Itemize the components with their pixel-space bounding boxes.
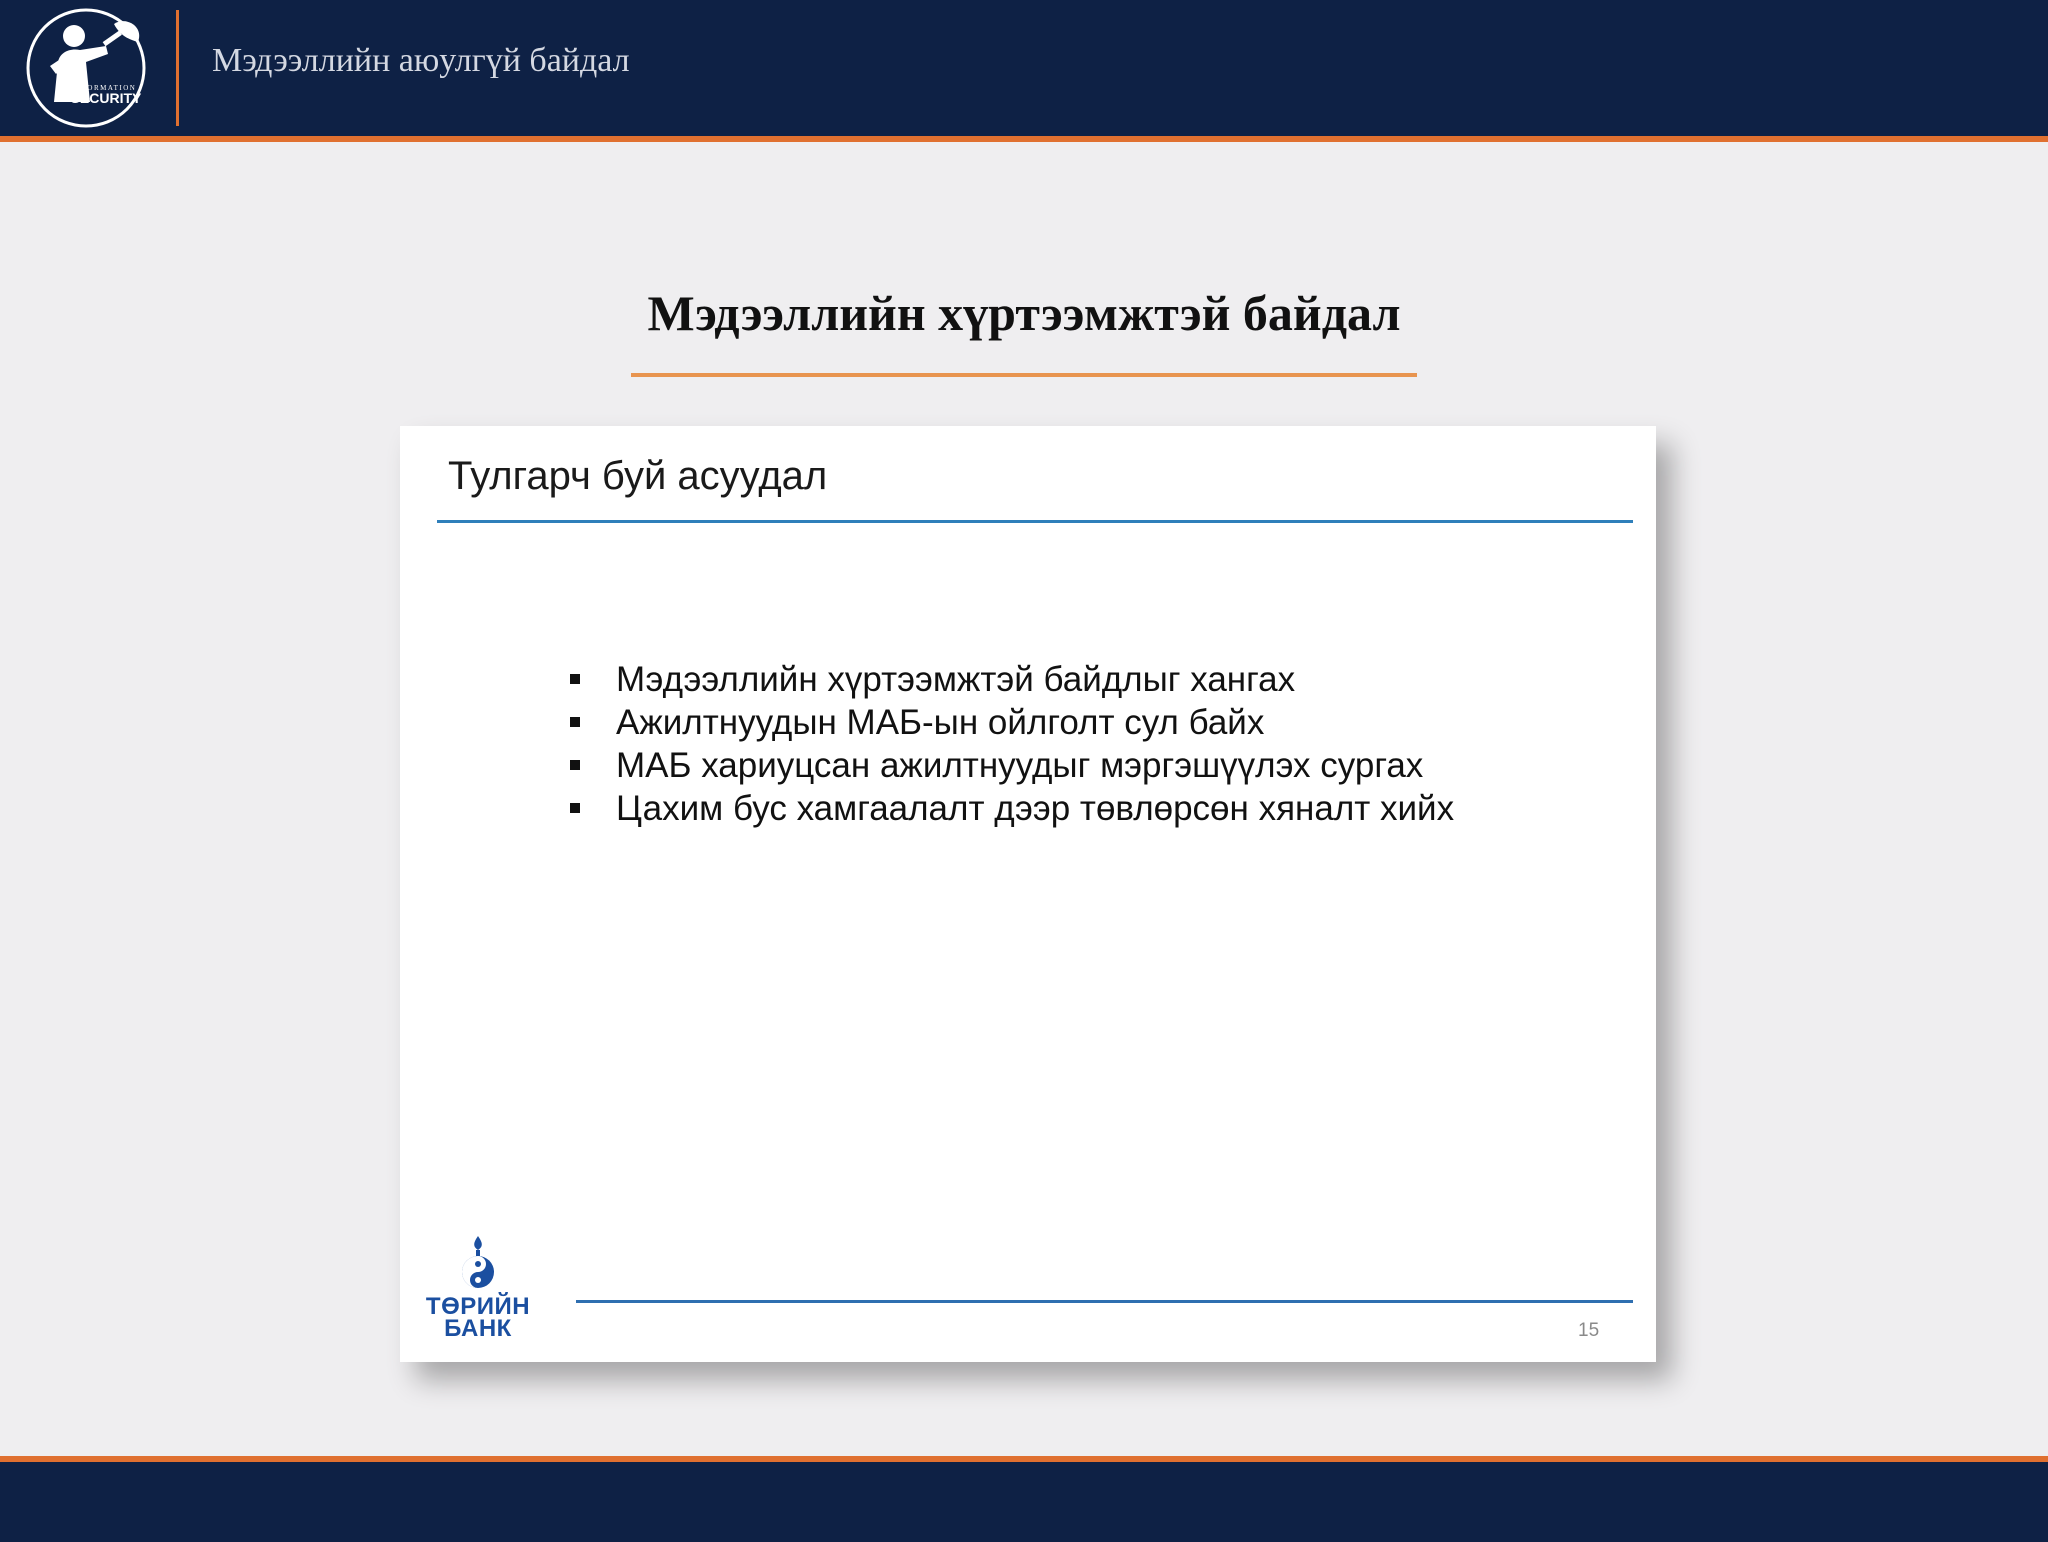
slide-heading: Тулгарч буй асуудал xyxy=(448,454,828,498)
logo-text-line2: SECURITY xyxy=(70,90,142,106)
list-item xyxy=(562,744,1454,787)
bullet-list xyxy=(562,658,1454,830)
logo-text-line1: INFORMATION xyxy=(71,84,137,92)
header-divider xyxy=(176,10,179,126)
bullet-text: Цахим бус хамгаалалт дээр төвлөрсөн хяналт хийх xyxy=(616,789,1455,828)
bullet-text: МАБ хариуцсан ажилтнуудыг мэргэшүүлэх сургах xyxy=(616,746,1424,785)
list-item xyxy=(562,787,1454,830)
title-underline xyxy=(631,373,1417,377)
bullet-square-icon xyxy=(570,717,580,727)
slide-heading-rule xyxy=(437,520,1633,523)
bullet-text: Ажилтнуудын МАБ-ын ойлголт сул байх xyxy=(616,703,1265,742)
soyombo-icon xyxy=(456,1234,500,1296)
bank-name-line2: БАНК xyxy=(444,1315,512,1342)
page-number: 15 xyxy=(1578,1320,1600,1341)
bank-name-line1: ТӨРИЙН xyxy=(425,1293,531,1320)
bullet-square-icon xyxy=(570,803,580,813)
header-title: Мэдээллийн аюулгүй байдал xyxy=(212,42,630,79)
slide-card xyxy=(400,426,1656,1362)
information-security-logo xyxy=(22,6,152,130)
bullet-text: Мэдээллийн хүртээмжтэй байдлыг хангах xyxy=(616,660,1296,699)
page-title: Мэдээллийн хүртээмжтэй байдал xyxy=(647,285,1401,341)
list-item xyxy=(562,701,1454,744)
footer-bar xyxy=(0,1456,2048,1542)
list-item xyxy=(562,658,1454,701)
header-bar xyxy=(0,0,2048,142)
bank-logo xyxy=(418,1234,538,1344)
slide-footer-rule xyxy=(576,1300,1633,1303)
bullet-square-icon xyxy=(570,760,580,770)
security-guard-icon xyxy=(22,6,152,130)
bullet-square-icon xyxy=(570,674,580,684)
